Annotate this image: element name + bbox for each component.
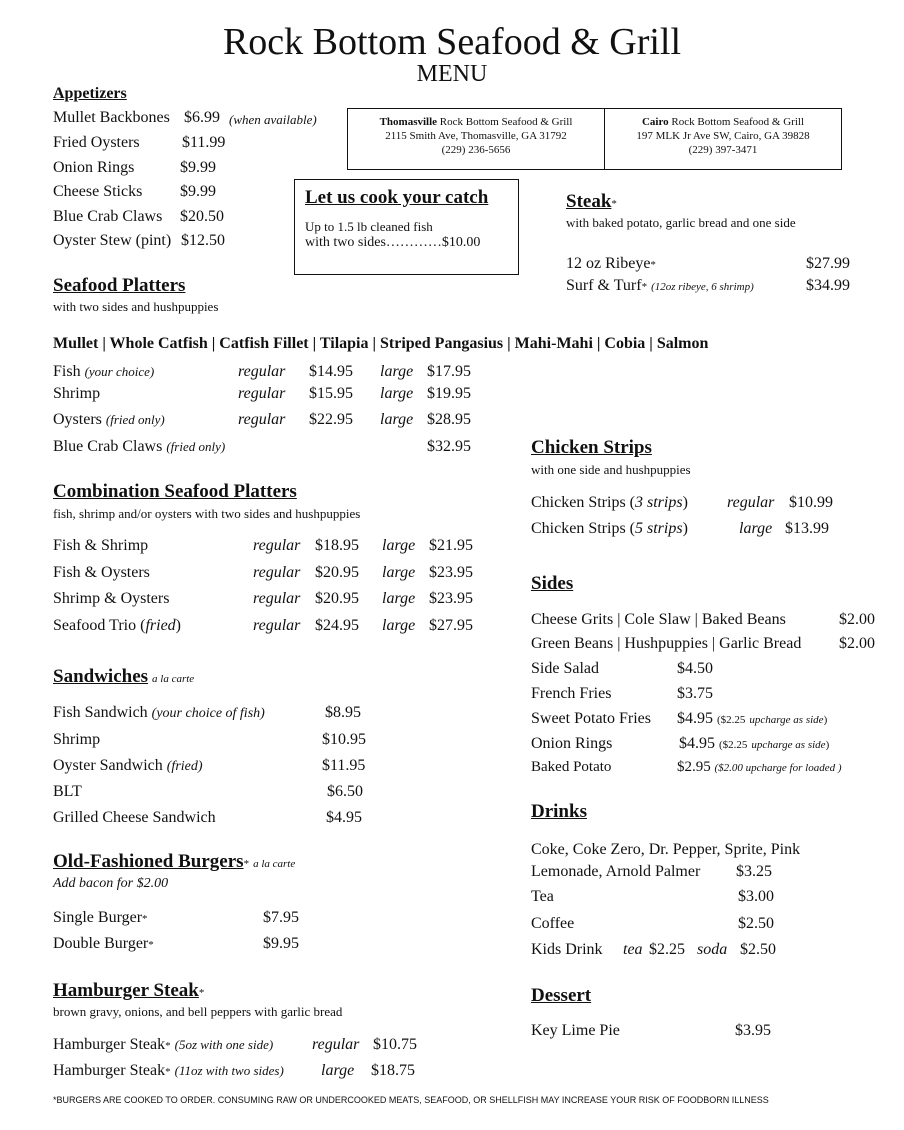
size-label: large	[380, 411, 414, 428]
item-name: Oyster Stew (pint)	[53, 232, 172, 249]
size-label: regular	[253, 564, 301, 581]
seafood-platters-description: with two sides and hushpuppies	[53, 299, 219, 314]
star-mark: *	[165, 1040, 171, 1052]
item-name-text: Hamburger Steak	[53, 1062, 166, 1079]
upcharge-note: ($2.00 upcharge for loaded )	[714, 762, 842, 774]
item-price: $32.95	[427, 438, 471, 455]
size-label: regular	[253, 617, 301, 634]
item-name-text: Oyster Sandwich	[53, 757, 163, 774]
size-label: regular	[238, 363, 286, 380]
menu-item	[53, 934, 353, 954]
item-name: Fish & Oysters	[53, 564, 150, 581]
drink-label: soda	[697, 941, 728, 958]
item-price: $9.99	[180, 159, 216, 176]
a-la-carte-label: a la carte	[253, 858, 296, 870]
item-name: Shrimp & Oysters	[53, 590, 170, 607]
item-price: $3.75	[677, 685, 713, 702]
steak-description: with baked potato, garlic bread and one side	[566, 215, 796, 230]
item-name: Seafood Trio (fried)	[53, 617, 181, 634]
dessert-heading: Dessert	[531, 985, 592, 1006]
location-name: Rock Bottom Seafood & Grill	[439, 116, 573, 128]
item-name	[53, 908, 148, 929]
combo-platters-heading: Combination Seafood Platters	[53, 481, 297, 502]
size-label: regular	[253, 590, 301, 607]
regular-price: $20.95	[315, 590, 359, 607]
item-price: $10.75	[373, 1036, 417, 1053]
item-name-text: 12 oz Ribeye	[566, 255, 651, 272]
item-name-text: Chicken Strips	[531, 494, 626, 511]
star-mark: *	[650, 259, 656, 271]
footer-disclaimer: *BURGERS ARE COOKED TO ORDER. CONSUMING RAW OR UNDERCOOKED MEATS, SEAFOOD, OR SHELLFISH MAY INCREASE YOUR RISK OF FOODBORN ILLNESS	[53, 1095, 769, 1105]
item-name-text: Blue Crab Claws	[53, 438, 163, 455]
menu-item	[53, 756, 383, 776]
size-label: regular	[238, 385, 286, 402]
item-name	[53, 756, 203, 777]
star-mark: *	[198, 987, 205, 999]
item-price: $3.00	[738, 888, 774, 905]
item-price: $20.50	[180, 208, 224, 225]
item-price: $7.95	[263, 909, 299, 926]
upcharge-close: )	[823, 714, 828, 726]
item-name-text: Double Burger	[53, 935, 149, 952]
item-name: Chicken Strips (3 strips)	[531, 494, 688, 511]
location-city: Cairo	[641, 116, 669, 128]
drink-label: tea	[623, 941, 643, 958]
item-price: $4.50	[677, 660, 713, 677]
item-name-text: Chicken Strips	[531, 520, 626, 537]
star-mark: *	[641, 281, 648, 293]
item-name-text: Hamburger Steak	[53, 1036, 166, 1053]
menu-item	[53, 384, 483, 404]
menu-item	[53, 616, 483, 636]
appetizers-heading: Appetizers	[53, 85, 127, 102]
item-note: (your choice of fish)	[151, 706, 265, 721]
item-name: Coffee	[531, 915, 575, 932]
item-name: Cheese Sticks	[53, 183, 143, 200]
menu-item	[53, 1035, 453, 1055]
sides-group	[531, 610, 891, 630]
item-note: 5 strips	[635, 520, 683, 537]
a-la-carte-label: a la carte	[152, 673, 195, 685]
combo-platters-description: fish, shrimp and/or oysters with two sides and hushpuppies	[53, 506, 361, 521]
item-note: fried	[145, 617, 176, 634]
menu-item	[531, 757, 891, 777]
steak-heading	[566, 191, 617, 213]
menu-item	[53, 808, 383, 828]
item-name: BLT	[53, 783, 82, 800]
location-name: Rock Bottom Seafood & Grill	[671, 116, 805, 128]
cook-catch-line: Up to 1.5 lb cleaned fish	[305, 219, 433, 234]
hamburger-steak-title: Hamburger Steak	[53, 980, 199, 1001]
item-name	[53, 437, 225, 457]
item-price-text: $4.95	[677, 710, 713, 727]
item-name	[53, 703, 265, 724]
regular-price: $14.95	[309, 363, 353, 380]
item-name: Mullet Backbones	[53, 109, 170, 126]
item-price: $8.95	[325, 704, 361, 721]
steak-title: Steak	[566, 191, 612, 212]
size-label: regular	[727, 494, 775, 511]
regular-price: $20.95	[315, 564, 359, 581]
menu-item	[53, 908, 353, 928]
hamburger-steak-heading	[53, 980, 204, 1002]
star-mark: *	[148, 939, 154, 951]
item-name: Grilled Cheese Sandwich	[53, 809, 216, 826]
menu-item	[53, 730, 383, 750]
large-price: $27.95	[429, 617, 473, 634]
size-label: regular	[312, 1036, 360, 1053]
item-name: Chicken Strips (5 strips)	[531, 520, 688, 537]
item-note: (5oz with one side)	[174, 1037, 274, 1052]
item-name: Baked Potato	[531, 759, 612, 775]
star-mark: *	[165, 1066, 171, 1078]
menu-item	[531, 684, 891, 704]
item-name: Onion Rings	[531, 735, 613, 752]
large-price: $23.95	[429, 590, 473, 607]
location-phone: (229) 236-5656	[441, 144, 511, 156]
menu-subtitle: MENU	[416, 61, 488, 87]
item-name	[53, 1061, 284, 1082]
menu-item	[53, 703, 383, 723]
menu-item	[531, 709, 891, 729]
menu-item	[531, 519, 851, 539]
menu-item	[53, 437, 483, 457]
item-name	[53, 410, 165, 430]
item-price: $10.95	[322, 731, 366, 748]
item-name	[53, 362, 154, 382]
item-price: $2.00	[839, 611, 875, 628]
item-name: French Fries	[531, 685, 612, 702]
size-label: regular	[238, 411, 286, 428]
sides-group	[531, 634, 891, 654]
item-price: $2.00	[839, 635, 875, 652]
item-note: (11oz with two sides)	[174, 1063, 284, 1078]
burgers-title: Old-Fashioned Burgers	[53, 851, 244, 872]
menu-item	[531, 940, 851, 960]
burgers-heading	[53, 851, 295, 873]
item-name: Lemonade, Arnold Palmer	[531, 863, 701, 880]
item-price-text: $2.95	[677, 759, 711, 775]
menu-item	[531, 493, 851, 513]
item-note: (fried only)	[166, 439, 226, 454]
large-price: $19.95	[427, 385, 471, 402]
menu-item	[53, 782, 383, 802]
location-phone: (229) 397-3471	[688, 144, 758, 156]
star-mark: *	[142, 913, 148, 925]
menu-item	[531, 862, 831, 882]
item-note: 3 strips	[635, 494, 683, 511]
menu-item	[531, 734, 891, 754]
size-label: large	[382, 537, 416, 554]
size-label: large	[321, 1062, 355, 1079]
drinks-heading: Drinks	[531, 801, 587, 822]
item-name	[566, 254, 656, 275]
item-name: Side Salad	[531, 660, 599, 677]
menu-item	[53, 1061, 453, 1081]
item-price: $18.75	[371, 1062, 415, 1079]
item-name: Blue Crab Claws	[53, 208, 163, 225]
cook-catch-title: Let us cook your catch	[305, 187, 489, 208]
menu-item	[531, 1021, 831, 1041]
regular-price: $24.95	[315, 617, 359, 634]
hamburger-steak-description: brown gravy, onions, and bell peppers with garlic bread	[53, 1004, 343, 1019]
menu-item	[53, 133, 273, 153]
menu-item	[53, 182, 273, 202]
item-price: $2.25	[649, 941, 685, 958]
item-price: $11.95	[322, 757, 366, 774]
drinks-list: Coke, Coke Zero, Dr. Pepper, Sprite, Pink	[531, 841, 801, 858]
item-note: (your choice)	[84, 364, 155, 379]
large-price: $28.95	[427, 411, 471, 428]
item-name-text: Surf & Turf	[566, 277, 642, 294]
menu-item	[53, 536, 483, 556]
item-price: $9.99	[180, 183, 216, 200]
menu-item	[531, 659, 891, 679]
item-name: Tea	[531, 888, 554, 905]
menu-item	[566, 254, 866, 274]
item-note-text: (when available)	[229, 112, 317, 127]
item-price	[679, 734, 829, 755]
size-label: large	[380, 385, 414, 402]
upcharge-amount: ($2.25	[717, 714, 746, 726]
burgers-description: Add bacon for $2.00	[53, 876, 169, 891]
menu-item	[53, 589, 483, 609]
menu-item	[53, 108, 343, 128]
cook-catch-price-line: with two sides…………$10.00	[305, 235, 481, 250]
location-city: Thomasville	[379, 116, 438, 128]
sides-list: Cheese Grits | Cole Slaw | Baked Beans	[531, 611, 786, 628]
menu-item	[53, 410, 483, 430]
item-name-text: Fish	[53, 363, 81, 380]
item-price: $2.50	[738, 915, 774, 932]
item-price: $12.50	[181, 232, 225, 249]
item-name	[53, 1035, 273, 1056]
item-price: $34.99	[806, 277, 850, 294]
menu-item	[53, 231, 273, 251]
upcharge-amount: ($2.25	[719, 739, 748, 751]
large-price: $23.95	[429, 564, 473, 581]
size-label: large	[382, 617, 416, 634]
location-box-cairo	[604, 108, 842, 170]
item-price-text: $4.95	[679, 735, 715, 752]
menu-item	[53, 158, 273, 178]
chicken-strips-description: with one side and hushpuppies	[531, 462, 691, 477]
item-name	[566, 276, 754, 297]
item-price: $10.99	[789, 494, 833, 511]
upcharge-note: upcharge as side	[751, 739, 826, 751]
menu-item	[531, 887, 831, 907]
fish-choices: Mullet | Whole Catfish | Catfish Fillet | Tilapia | Striped Pangasius | Mahi-Mahi | Cobia | Salmon	[53, 335, 709, 352]
regular-price: $18.95	[315, 537, 359, 554]
item-price: $6.99	[184, 109, 220, 126]
item-name: Key Lime Pie	[531, 1022, 620, 1039]
size-label: large	[382, 590, 416, 607]
item-name: Shrimp	[53, 731, 101, 748]
item-name-text: Fish Sandwich	[53, 704, 148, 721]
menu-item	[53, 563, 483, 583]
item-name: Sweet Potato Fries	[531, 710, 651, 727]
regular-price: $15.95	[309, 385, 353, 402]
menu-item	[566, 276, 866, 296]
sandwiches-title: Sandwiches	[53, 666, 149, 687]
item-name: Kids Drink	[531, 941, 603, 958]
item-name: Fried Oysters	[53, 134, 140, 151]
item-price	[677, 709, 827, 730]
sides-heading: Sides	[531, 573, 574, 594]
star-mark: *	[243, 858, 250, 870]
item-name-text: Oysters	[53, 411, 102, 428]
seafood-platters-heading: Seafood Platters	[53, 275, 186, 296]
upcharge-close: )	[825, 739, 830, 751]
menu-item	[531, 914, 831, 934]
size-label: large	[380, 363, 414, 380]
item-name-text: Seafood Trio	[53, 617, 137, 634]
size-label: large	[382, 564, 416, 581]
upcharge-note: upcharge as side	[749, 714, 824, 726]
sandwiches-heading	[53, 666, 194, 688]
item-note: (fried)	[166, 759, 203, 774]
star-mark: *	[611, 198, 617, 210]
item-price: $11.99	[182, 134, 226, 151]
item-price: $2.50	[740, 941, 776, 958]
item-price: $6.50	[327, 783, 363, 800]
sides-list: Green Beans | Hushpuppies | Garlic Bread	[531, 635, 802, 652]
menu-item	[53, 362, 483, 382]
item-price: $9.95	[263, 935, 299, 952]
size-label: regular	[253, 537, 301, 554]
item-price: $13.99	[785, 520, 829, 537]
regular-price: $22.95	[309, 411, 353, 428]
large-price: $21.95	[429, 537, 473, 554]
menu-item	[53, 207, 273, 227]
item-price: $27.99	[806, 255, 850, 272]
item-note: (fried only)	[105, 412, 165, 427]
item-price	[677, 757, 842, 778]
large-price: $17.95	[427, 363, 471, 380]
item-price: $3.25	[736, 863, 772, 880]
item-price: $3.95	[735, 1022, 771, 1039]
item-name: Fish & Shrimp	[53, 537, 149, 554]
cook-catch-line	[305, 235, 518, 251]
item-note	[229, 110, 317, 130]
item-price: $4.95	[326, 809, 362, 826]
item-name: Shrimp	[53, 385, 101, 402]
item-name-text: Single Burger	[53, 909, 143, 926]
item-name	[53, 934, 154, 955]
item-note: (12oz ribeye, 6 shrimp)	[651, 281, 754, 293]
item-name: Onion Rings	[53, 159, 135, 176]
location-box-thomasville	[347, 108, 605, 170]
location-address: 2115 Smith Ave, Thomasville, GA 31792	[385, 130, 567, 142]
cook-catch-box	[294, 179, 519, 275]
size-label: large	[739, 520, 773, 537]
chicken-strips-heading: Chicken Strips	[531, 437, 652, 458]
location-address: 197 MLK Jr Ave SW, Cairo, GA 39828	[636, 130, 810, 142]
restaurant-title: Rock Bottom Seafood & Grill	[222, 21, 682, 63]
